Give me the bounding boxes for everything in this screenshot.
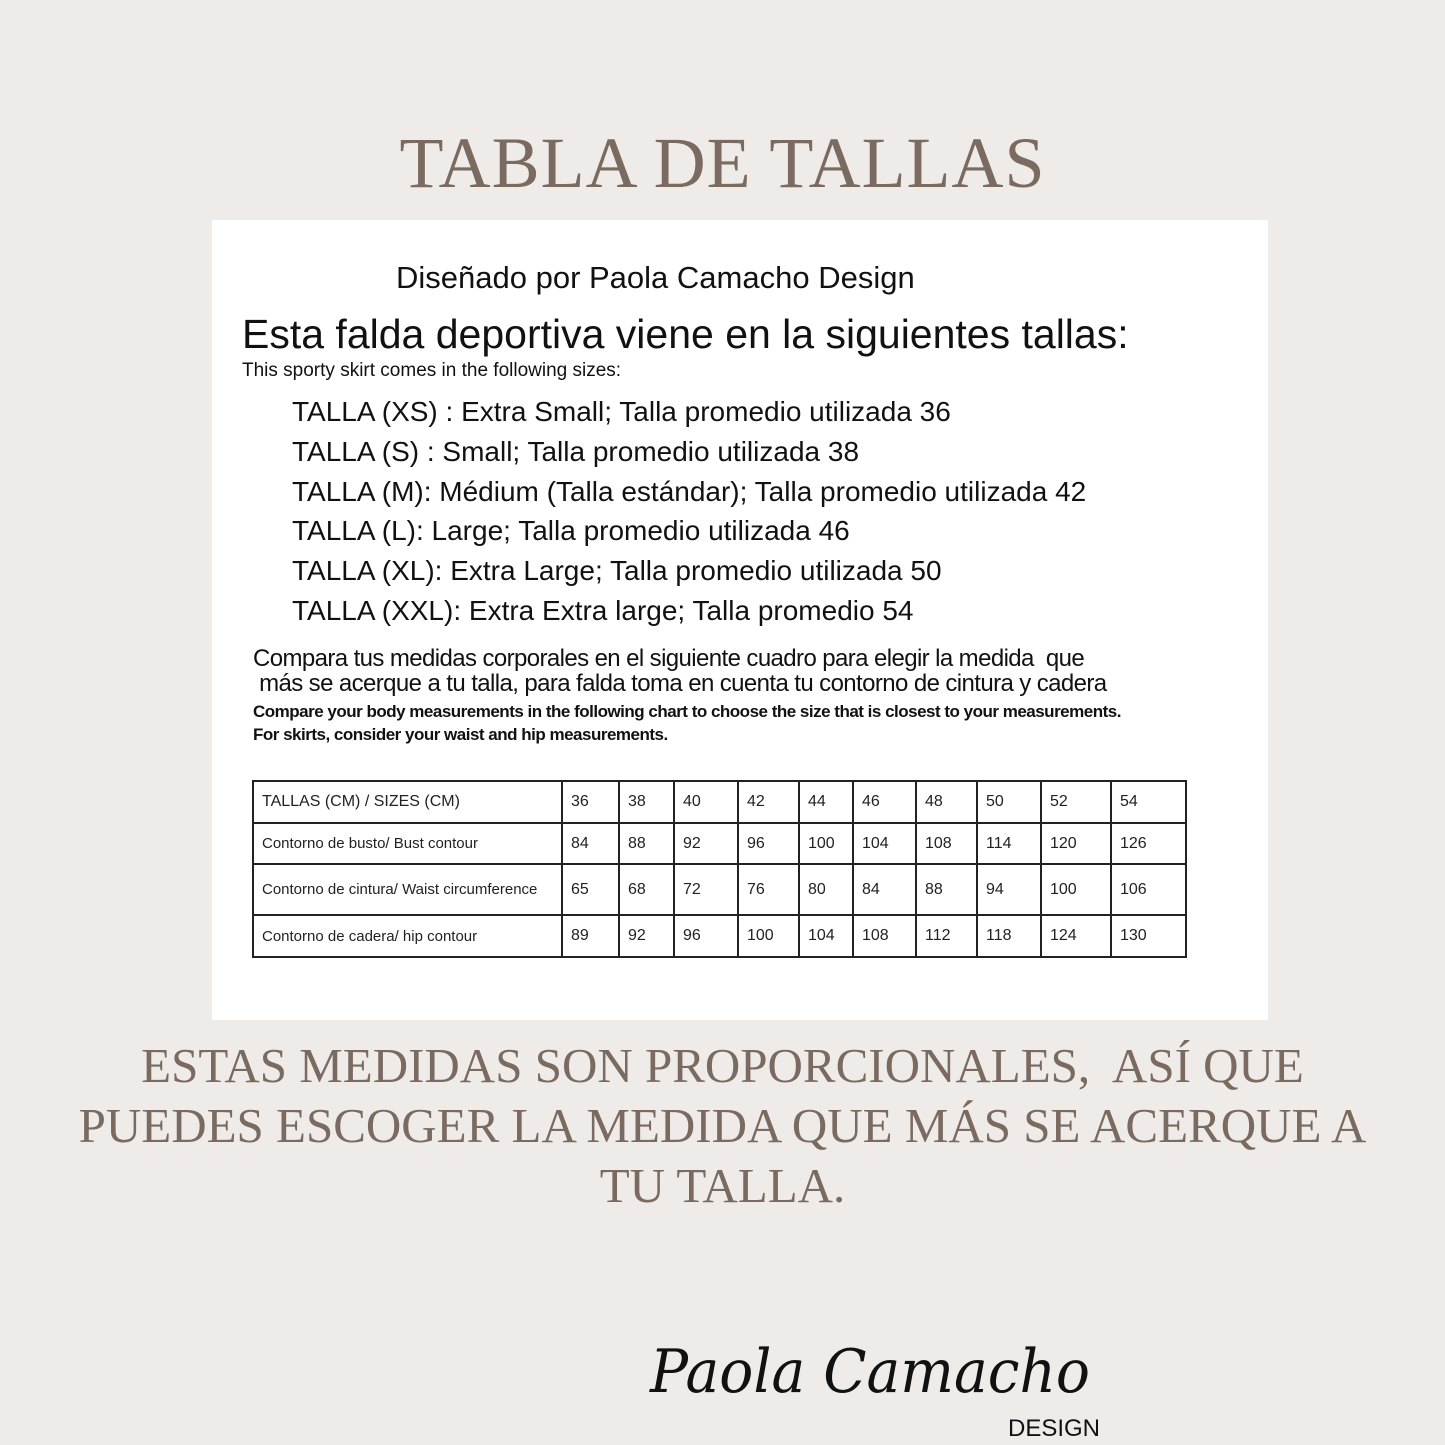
signature-logo [640, 1310, 1120, 1445]
size-item: TALLA (L): Large; Talla promedio utilizada 46 [292, 515, 850, 547]
table-cell: 126 [1111, 823, 1186, 864]
table-cell: 36 [562, 781, 619, 823]
table-cell: 89 [562, 915, 619, 957]
page-title: TABLA DE TALLAS [399, 123, 1046, 203]
table-cell: 44 [799, 781, 853, 823]
table-cell: 40 [674, 781, 738, 823]
size-item: TALLA (XXL): Extra Extra large; Talla promedio 54 [292, 594, 914, 626]
table-cell: 52 [1041, 781, 1111, 823]
table-cell: 92 [674, 823, 738, 864]
row-label: Contorno de busto/ Bust contour [253, 823, 562, 864]
size-item: TALLA (S) : Small; Talla promedio utilizada 38 [292, 435, 860, 467]
table-cell: 108 [916, 823, 977, 864]
compare-es-line: Compara tus medidas corporales en el siguiente cuadro para elegir la medida que [253, 645, 1085, 672]
compare-en-line: For skirts, consider your waist and hip measurements. [253, 725, 668, 744]
table-row [253, 915, 1186, 957]
table-cell: 80 [799, 864, 853, 915]
headline: Esta falda deportiva viene en la siguientes tallas: [242, 311, 1129, 357]
table-cell: 76 [738, 864, 799, 915]
table-cell: 46 [853, 781, 916, 823]
table-cell: 72 [674, 864, 738, 915]
table-cell: 130 [1111, 915, 1186, 957]
table-cell: 112 [916, 915, 977, 957]
size-list [292, 392, 1086, 631]
compare-text-en [253, 700, 1121, 746]
table-cell: 114 [977, 823, 1041, 864]
footer-line: PUEDES ESCOGER LA MEDIDA QUE MÁS SE ACERQUE A [78, 1098, 1367, 1153]
table-cell: 100 [1041, 864, 1111, 915]
size-table [252, 780, 1187, 958]
table-cell: 68 [619, 864, 674, 915]
compare-es-line: más se acerque a tu talla, para falda toma en cuenta tu contorno de cintura y cadera [253, 670, 1107, 697]
table-row [253, 823, 1186, 864]
logo-script: Paola Camacho [649, 1337, 1090, 1407]
size-item: TALLA (XS) : Extra Small; Talla promedio utilizada 36 [292, 396, 951, 427]
table-cell: 96 [674, 915, 738, 957]
table-cell: 92 [619, 915, 674, 957]
table-cell: 100 [799, 823, 853, 864]
table-cell: 48 [916, 781, 977, 823]
table-cell: 104 [799, 915, 853, 957]
row-label: Contorno de cintura/ Waist circumference [253, 864, 562, 915]
table-row [253, 864, 1186, 915]
logo-word: DESIGN [1008, 1415, 1101, 1442]
table-cell: 54 [1111, 781, 1186, 823]
table-cell: 124 [1041, 915, 1111, 957]
subheadline: This sporty skirt comes in the following sizes: [242, 360, 622, 381]
table-cell: 88 [619, 823, 674, 864]
footer-line: TU TALLA. [599, 1158, 846, 1213]
table-cell: 106 [1111, 864, 1186, 915]
size-item: TALLA (XL): Extra Large; Talla promedio utilizada 50 [292, 555, 942, 587]
size-item: TALLA (M): Médium (Talla estándar); Talla promedio utilizada 42 [292, 475, 1087, 507]
table-cell: 118 [977, 915, 1041, 957]
table-cell: 65 [562, 864, 619, 915]
table-cell: 100 [738, 915, 799, 957]
table-cell: 94 [977, 864, 1041, 915]
size-chart-card [212, 220, 1268, 1020]
table-cell: 96 [738, 823, 799, 864]
table-cell: 42 [738, 781, 799, 823]
table-cell: 84 [562, 823, 619, 864]
compare-text-es [253, 646, 1107, 696]
table-row [253, 781, 1186, 823]
table-cell: 104 [853, 823, 916, 864]
footer-note [0, 1036, 1445, 1216]
table-cell: 88 [916, 864, 977, 915]
table-cell: 108 [853, 915, 916, 957]
designer-credit: Diseñado por Paola Camacho Design [396, 260, 915, 295]
table-cell: 38 [619, 781, 674, 823]
table-cell: 50 [977, 781, 1041, 823]
compare-en-line: Compare your body measurements in the following chart to choose the size that is closest to your measurements. [253, 702, 1121, 721]
row-label: Contorno de cadera/ hip contour [253, 915, 562, 957]
table-cell: 84 [853, 864, 916, 915]
row-label: TALLAS (CM) / SIZES (CM) [253, 781, 562, 823]
table-cell: 120 [1041, 823, 1111, 864]
footer-line: ESTAS MEDIDAS SON PROPORCIONALES, ASÍ QUE [141, 1038, 1304, 1093]
